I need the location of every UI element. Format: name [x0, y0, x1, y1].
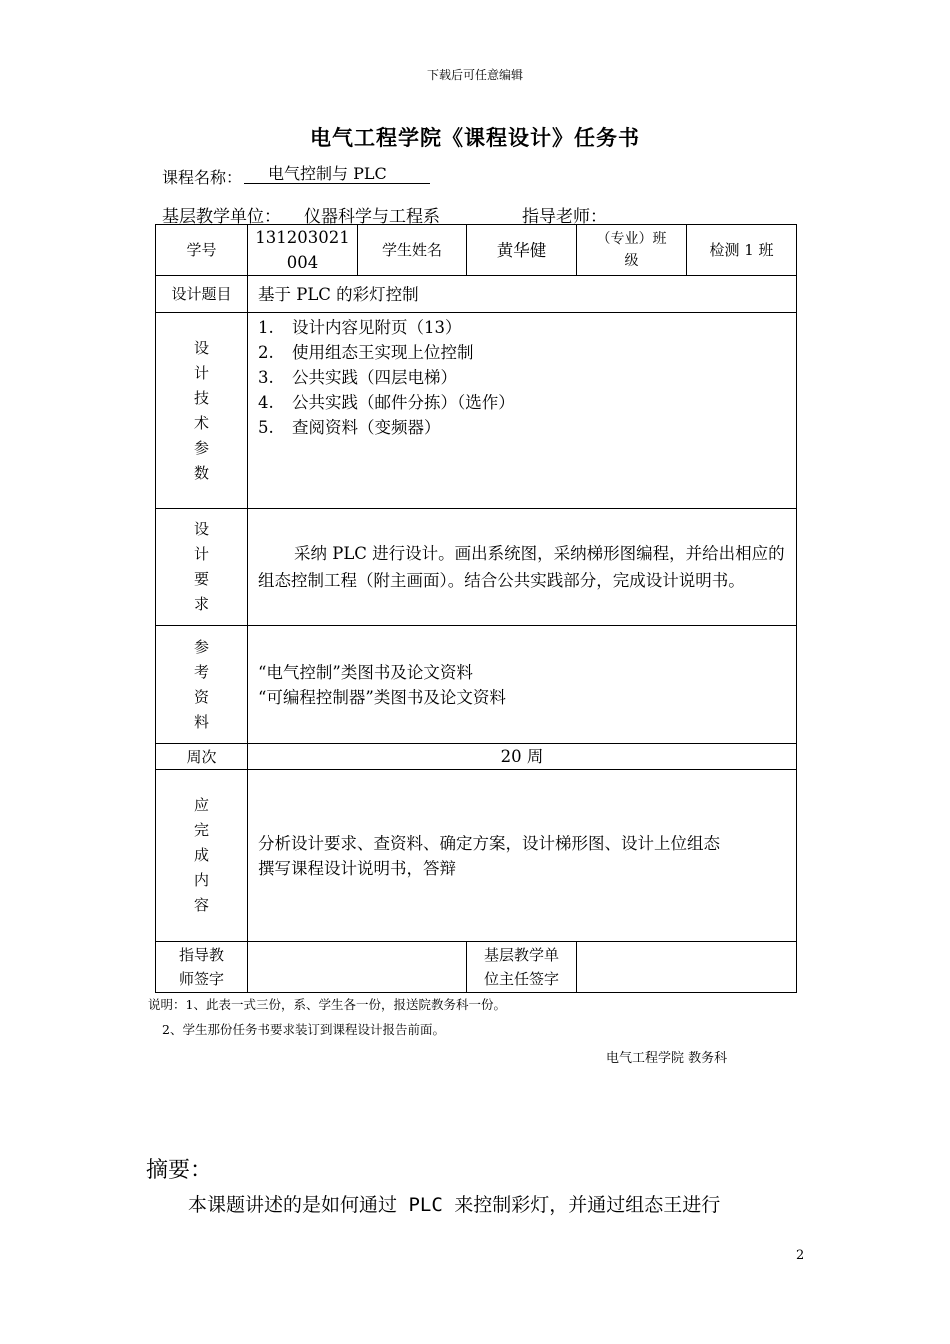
item-text: 公共实践（四层电梯） [292, 368, 457, 387]
label-char: 计 [193, 363, 209, 382]
weeks-row [156, 744, 797, 770]
label-char: 设 [193, 520, 209, 538]
student-name-label: 学生姓名 [358, 225, 467, 276]
advisor-label: 指导老师： [522, 207, 607, 227]
label-char: 完 [193, 821, 209, 839]
item-number: 4. [258, 393, 274, 412]
references-row [156, 626, 797, 744]
student-id-label: 学号 [156, 225, 248, 276]
tech-params-list [258, 315, 786, 440]
student-id-line1: 131203021 [255, 228, 350, 247]
item-number: 1. [258, 318, 274, 337]
class-value: 检测 1 班 [687, 225, 797, 276]
item-text: 使用组态王实现上位控制 [292, 343, 474, 362]
references-label-chars [193, 635, 211, 735]
label-char: 料 [193, 712, 209, 731]
label-char: 考 [193, 662, 209, 681]
item-text: 查阅资料（变频器） [292, 418, 441, 437]
note-line-1: 说明：1、此表一式三份，系、学生各一份，报送院教务科一份。 [148, 997, 506, 1012]
references-line1: “电气控制”类图书及论文资料 [258, 662, 473, 682]
teaching-unit-value: 仪器科学与工程系 [304, 207, 440, 227]
requirements-text: 采纳 PLC 进行设计。画出系统图，采纳梯形图编程，并给出相应的组态控制工程（附主画面）。结合公共实践部分，完成设计说明书。 [258, 544, 785, 590]
item-text: 设计内容见附页（13） [292, 318, 462, 337]
teaching-unit-label: 基层教学单位： [162, 207, 281, 227]
tech-params-item [258, 415, 786, 440]
content-body [248, 770, 797, 942]
label-char: 技 [193, 388, 209, 407]
tech-params-item [258, 340, 786, 365]
director-signature-line2: 位主任签字 [483, 970, 559, 988]
weeks-value: 20 周 [248, 744, 797, 770]
label-char: 设 [193, 338, 209, 357]
tech-params-item [258, 365, 786, 390]
class-label [577, 225, 687, 276]
label-char: 容 [193, 896, 209, 914]
label-char: 求 [193, 595, 209, 613]
abstract-heading: 摘要： [146, 1158, 213, 1183]
references-line2: “可编程控制器”类图书及论文资料 [258, 687, 506, 707]
label-char: 术 [193, 413, 209, 432]
references-label [156, 626, 248, 744]
advisor-signature-line1: 指导教 [178, 946, 224, 964]
director-signature-label [467, 942, 577, 993]
abstract-text: 本课题讲述的是如何通过 PLC 来控制彩灯，并通过组态王进行 [188, 1194, 721, 1216]
tech-params-content [248, 313, 797, 509]
tech-params-item [258, 315, 786, 340]
label-char: 参 [193, 438, 209, 457]
topic-value: 基于 PLC 的彩灯控制 [248, 276, 797, 313]
tech-params-label-chars [193, 336, 211, 486]
item-number: 2. [258, 343, 274, 362]
signature-row [156, 942, 797, 993]
requirements-content [248, 509, 797, 626]
header-note: 下载后可任意编辑 [426, 68, 523, 82]
director-signature-field[interactable] [577, 942, 797, 993]
class-label-line2: 级 [624, 253, 639, 269]
label-char: 应 [193, 796, 209, 814]
topic-row [156, 276, 797, 313]
page-number: 2 [796, 1248, 805, 1263]
label-char: 参 [193, 637, 209, 656]
director-signature-line1: 基层教学单 [483, 946, 559, 964]
student-name-value: 黄华健 [467, 225, 577, 276]
requirements-label-chars [193, 517, 211, 617]
advisor-signature-line2: 师签字 [178, 970, 224, 988]
page-title: 电气工程学院《课程设计》任务书 [310, 125, 640, 150]
student-id-value [248, 225, 358, 276]
content-label [156, 770, 248, 942]
course-name-value: 电气控制与 PLC [244, 165, 430, 184]
references-content [248, 626, 797, 744]
requirements-label [156, 509, 248, 626]
tech-params-row [156, 313, 797, 509]
weeks-label: 周次 [156, 744, 248, 770]
label-char: 计 [193, 545, 209, 563]
tech-params-label [156, 313, 248, 509]
tech-params-item [258, 390, 786, 415]
content-row [156, 770, 797, 942]
office-signature: 电气工程学院 教务科 [606, 1051, 728, 1066]
label-char: 成 [193, 846, 209, 864]
class-label-line1: （专业）班 [596, 231, 667, 247]
label-char: 内 [193, 871, 209, 889]
item-number: 5. [258, 418, 274, 437]
requirements-row [156, 509, 797, 626]
student-info-row [156, 225, 797, 276]
content-line1: 分析设计要求、查资料、确定方案，设计梯形图、设计上位组态 [258, 833, 720, 853]
item-number: 3. [258, 368, 274, 387]
advisor-signature-field[interactable] [248, 942, 467, 993]
topic-label: 设计题目 [156, 276, 248, 313]
task-table [155, 224, 797, 993]
item-text: 公共实践（邮件分拣）（选作） [292, 393, 515, 412]
label-char: 资 [193, 687, 209, 706]
label-char: 要 [193, 570, 209, 588]
label-char: 数 [193, 463, 209, 482]
content-label-chars [193, 793, 211, 918]
course-name-label: 课程名称： [162, 168, 243, 187]
content-line2: 撰写课程设计说明书，答辩 [258, 858, 456, 878]
advisor-signature-label [156, 942, 248, 993]
note-line-2: 2、学生那份任务书要求装订到课程设计报告前面。 [162, 1022, 445, 1037]
student-id-line2: 004 [286, 253, 319, 272]
